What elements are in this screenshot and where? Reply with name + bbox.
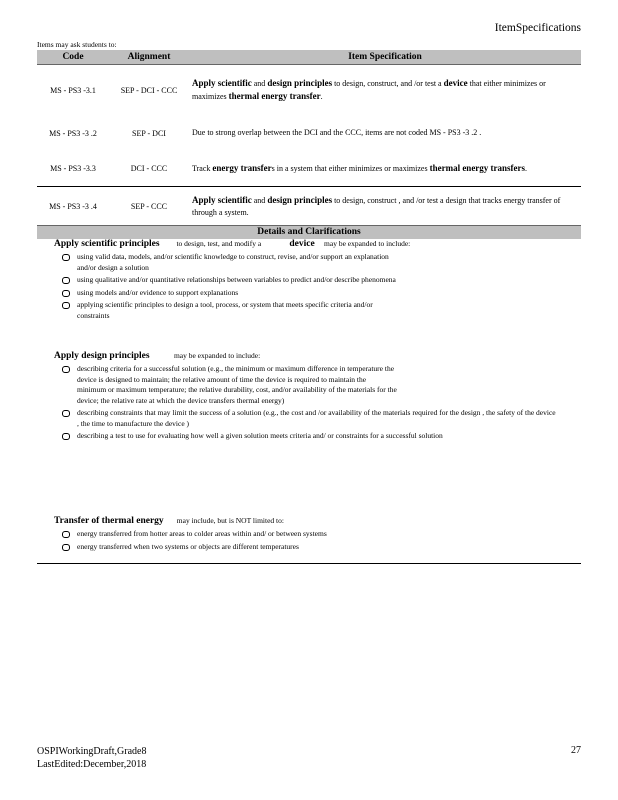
spec-text: to design, construct , and /or test a design that tracks energy transfer of through a system. [192, 195, 561, 217]
spec-bold-text: energy transfer [212, 163, 272, 173]
list-item: using valid data, models, and/or scientific knowledge to construct, revise, and/or support an explanation and/or design a solution [62, 252, 407, 273]
table-row [37, 65, 581, 116]
section-title-bold: Transfer of thermal energy [54, 516, 164, 526]
spec-text: and [253, 79, 266, 88]
list-item: describing constraints that may limit the success of a solution (e.g., the cost and /or availability of the materials required for the design , the safety of the device , the time to manufacture the device ) [62, 408, 557, 429]
section-title-text: may include, but is NOT limited to: [176, 516, 284, 525]
row-alignment: SEP - DCI [132, 128, 166, 138]
table-header-row [37, 50, 581, 65]
row-code: MS - PS3 -3 .2 [49, 128, 97, 138]
item-spec-table [37, 50, 581, 226]
list-item: describing a test to use for evaluating how well a given solution meets criteria and/ or constraints for a successful solution [62, 431, 557, 442]
spec-text: that either minimizes or maximizes [192, 79, 546, 101]
spec-bold-text: design principles [267, 78, 333, 88]
spec-bold-text: thermal energy transfer [228, 91, 321, 101]
row-alignment: SEP - CCC [109, 187, 189, 226]
list-item: using qualitative and/or quantitative relationships between variables to predict and/or describe phenomena [62, 275, 407, 286]
table-row [37, 115, 581, 151]
section-title-bold: device [289, 239, 315, 249]
list-item: energy transferred from hotter areas to colder areas within and/ or between systems [62, 529, 560, 540]
page-number: 27 [571, 745, 581, 756]
table-row [37, 187, 581, 226]
list-item: describing criteria for a successful solution (e.g., the minimum or maximum difference in temperature the device is designed to maintain; the relative amount of time the device is required to maintain the minimum or maximum temperature; the relative durability, cost, and/or availability of the materials for the device; the relative rate at which the device transfers thermal energy) [62, 364, 397, 406]
intro-text: Items may ask students to: [37, 40, 117, 49]
spec-bold-text: design principles [267, 194, 333, 205]
footer-info [37, 745, 146, 771]
spec-bold-text: thermal energy transfers [429, 163, 526, 173]
section-title-bold: Apply scientific principles [54, 239, 160, 249]
spec-text: Track [192, 164, 211, 173]
details-section-header: Details and Clarifications [37, 225, 581, 239]
list-item: applying scientific principles to design a tool, process, or system that meets specific criteria and/or constraints [62, 300, 387, 321]
bullet-list [50, 252, 560, 321]
section-divider [37, 563, 581, 564]
spec-text: Due to strong overlap between the DCI and the CCC, items are not coded MS - PS3 -3 .2 . [192, 128, 482, 137]
spec-text: . [525, 164, 528, 173]
row-specification [189, 151, 581, 187]
row-code: MS - PS3 -3.3 [50, 164, 96, 173]
table-row [37, 151, 581, 187]
spec-bold-text: Apply scientific [192, 78, 252, 88]
details-section-scientific-principles [50, 238, 560, 323]
row-code: MS - PS3 -3.1 [50, 85, 96, 95]
section-title-text: to design, test, and modify a [176, 239, 262, 248]
section-title-text: may be expanded to include: [173, 351, 261, 360]
column-header-alignment: Alignment [109, 50, 189, 65]
column-header-code: Code [37, 50, 109, 65]
page-header-title: ItemSpecifications [494, 22, 581, 34]
spec-bold-text: Apply scientific [192, 194, 252, 205]
section-title [50, 515, 560, 527]
row-code: MS - PS3 -3 .4 [37, 187, 109, 226]
list-item: energy transferred when two systems or objects are different temperatures [62, 542, 560, 553]
row-alignment: DCI - CCC [130, 164, 168, 173]
row-specification [189, 187, 581, 226]
list-item: using models and/or evidence to support explanations [62, 288, 560, 299]
spec-text: to design, construct, and /or test a [334, 79, 442, 88]
footer-edited-label: LastEdited:December,2018 [37, 759, 147, 770]
details-section-design-principles [50, 350, 560, 444]
section-title-bold: Apply design principles [54, 351, 150, 361]
footer-draft-label: OSPIWorkingDraft,Grade8 [37, 746, 147, 757]
row-specification [189, 115, 581, 151]
section-title-text: may be expanded to include: [324, 239, 411, 248]
spec-text: and [253, 195, 266, 205]
bullet-list [50, 364, 560, 442]
section-title [50, 350, 560, 362]
column-header-item-specification: Item Specification [189, 50, 581, 65]
spec-text: s in a system that either minimizes or maximizes [271, 164, 428, 173]
row-alignment: SEP - DCI - CCC [120, 85, 178, 95]
bullet-list [50, 529, 560, 552]
details-section-thermal-energy [50, 515, 560, 554]
section-title [50, 238, 560, 250]
row-specification [189, 65, 581, 116]
spec-bold-text: device [443, 78, 468, 88]
spec-text: . [320, 92, 323, 101]
